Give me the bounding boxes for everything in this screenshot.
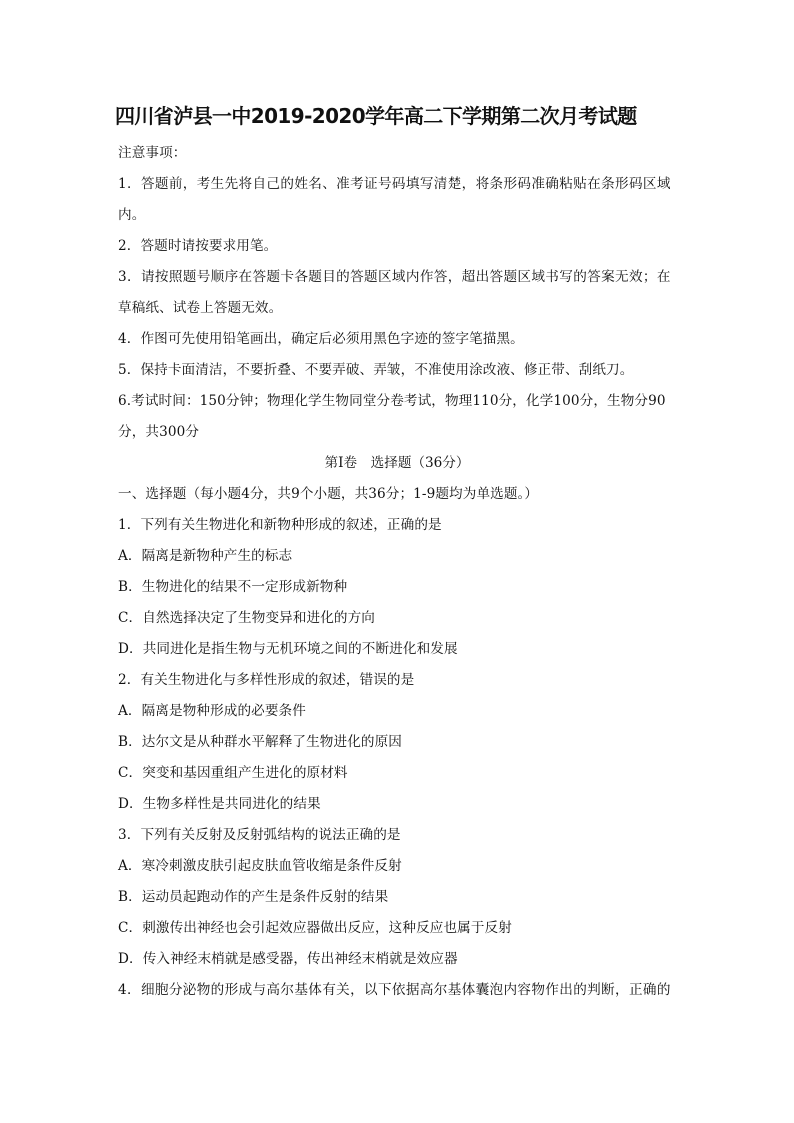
question-option: A．寒冷刺激皮肤引起皮肤血管收缩是条件反射: [118, 858, 402, 874]
part-heading: 一、选择题（每小题4分，共9个小题，共36分；1-9题均为单选题。）: [118, 486, 539, 502]
exam-page: [115, 104, 676, 1006]
exam-title: 四川省泸县一中2019-2020学年高二下学期第二次月考试题: [115, 104, 637, 128]
question-option: D．传入神经末梢就是感受器，传出神经末梢就是效应器: [118, 951, 458, 967]
notice-item: 2．答题时请按要求用笔。: [118, 238, 278, 254]
notice-item: 4．作图可先使用铅笔画出，确定后必须用黑色字迹的签字笔描黑。: [118, 331, 524, 347]
question-option: A．隔离是物种形成的必要条件: [118, 703, 306, 719]
question-stem: 1．下列有关生物进化和新物种形成的叙述，正确的是: [118, 517, 442, 533]
question-option: D．共同进化是指生物与无机环境之间的不断进化和发展: [118, 641, 458, 657]
notice-item: 5．保持卡面清洁，不要折叠、不要弄破、弄皱，不准使用涂改液、修正带、刮纸刀。: [118, 362, 634, 378]
notice-item: 内。: [118, 207, 146, 223]
question-option: B．生物进化的结果不一定形成新物种: [118, 579, 348, 595]
notice-item: 6.考试时间：150分钟；物理化学生物同堂分卷考试，物理110分，化学100分，生物分90: [118, 393, 666, 409]
question-stem: 4．细胞分泌物的形成与高尔基体有关，以下依据高尔基体囊泡内容物作出的判断，正确的: [118, 982, 671, 998]
notice-heading: 注意事项：: [118, 145, 187, 161]
question-option: C．突变和基因重组产生进化的原材料: [118, 765, 348, 781]
question-stem: 3．下列有关反射及反射弧结构的说法正确的是: [118, 827, 401, 843]
question-option: C．自然选择决定了生物变异和进化的方向: [118, 610, 375, 626]
notice-item: 1．答题前，考生先将自己的姓名、准考证号码填写清楚，将条形码准确粘贴在条形码区域: [118, 176, 671, 192]
question-option: B．达尔文是从种群水平解释了生物进化的原因: [118, 734, 402, 750]
notice-item: 分，共300分: [118, 424, 200, 440]
section-title: 第Ⅰ卷 选择题（36分）: [324, 455, 470, 471]
notice-item: 草稿纸、试卷上答题无效。: [118, 300, 283, 316]
question-option: C．刺激传出神经也会引起效应器做出反应，这种反应也属于反射: [118, 920, 512, 936]
notice-item: 3．请按照题号顺序在答题卡各题目的答题区域内作答，超出答题区域书写的答案无效；在: [118, 269, 671, 285]
question-option: B．运动员起跑动作的产生是条件反射的结果: [118, 889, 389, 905]
question-option: D．生物多样性是共同进化的结果: [118, 796, 321, 812]
question-stem: 2．有关生物进化与多样性形成的叙述，错误的是: [118, 672, 415, 688]
question-option: A．隔离是新物种产生的标志: [118, 548, 293, 564]
